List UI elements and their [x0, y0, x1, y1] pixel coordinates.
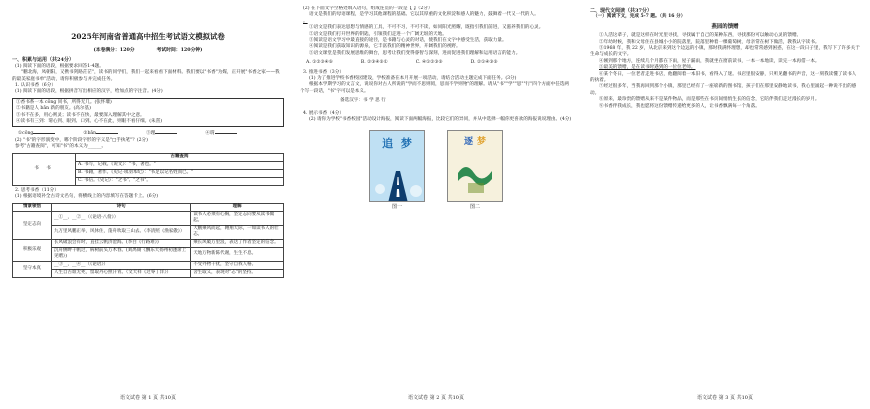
note-cell: 读书人必须有心胸，坚定志向要从读书做起。 — [191, 211, 284, 225]
poster-2-caption: 图二 — [469, 203, 480, 210]
story-paragraph: ④刚到那个地方，连续几个月都在下雨，屋子漏雨，我就坐在窗前读书，一本一本地读，读完一本再借一本。 — [599, 58, 820, 64]
exam-page-2 — [300, 6, 572, 403]
table-header: 诗句 — [52, 203, 191, 211]
question-2b: (2) 在下面文字空格处填入语句，组成连贯的一段是【 】（2分） — [303, 6, 433, 11]
reference-entry: B. 书籍，著作。《史记·项羽本纪》："书足以记名姓而已。" — [76, 169, 284, 177]
poster-1-caption: 图一 — [391, 203, 402, 210]
reference-header: 古籍查阅 — [76, 153, 284, 161]
quote-line: ①香书系一本 cōng 同书，所得无几。(张怀瓘) — [16, 99, 112, 105]
poster-1-wrap — [369, 130, 425, 210]
poem-table — [12, 203, 284, 278]
category-cell: 坚定志向 — [13, 211, 52, 239]
question-1a: (1) 阅读下面的语段，根据拼音写出相应的汉字，给加点的字注音。(4分) — [15, 89, 163, 95]
question-3a: (1) 为了推进学校书香校园建设，学校准备在本月开展一项活动，请结合活动主题完成下面任务。(3分) — [309, 76, 517, 82]
page-footer: 语文试卷 第 3 页 共10页 — [697, 394, 753, 401]
question-3-heading: 3. 推进书香（3分） — [303, 69, 344, 75]
reading-part-heading: （一）阅读下文，完成 5-7 题。（共 16 分） — [593, 14, 686, 20]
quote-box — [12, 98, 284, 128]
poster-1-image — [369, 130, 425, 202]
poster-2-char: 梦 — [477, 136, 487, 147]
note-cell: 大鹏乘风而起，翱翔天际，一如读书人的壮志。 — [191, 225, 284, 239]
exam-page-3 — [590, 6, 860, 403]
quote-line: ②书籍是人 bān 新的朋友。(高尔基) — [16, 106, 91, 112]
story-paragraph: ⑨书香伴我成长，我也愿将这份馈赠传递给更多的人，让书香飘满每一个角落。 — [599, 103, 760, 109]
story-paragraph: ⑧原来，最珍贵的馈赠从来不是某件物品，而是那些在书页间悄悄生长的信念，它陪伴我们走过漫长的岁月。 — [599, 97, 820, 103]
story-title: 燕园的馈赠 — [711, 23, 739, 30]
option-sentence: ⑤语文课堂是我们发展思维的舞台，思考让我们变得睿智与深刻，进而促进我们理解和运用语言的能力。 — [309, 50, 521, 56]
option-sentence: ③阅读是语文学习中最直接的途径，是书籍与心灵的对话，使我们在文字中感受生活，获取力量。 — [309, 38, 507, 44]
story-paragraph: ②年幼时候，我和父母住在县城小小的院落里，院落里种着一棵葡萄树，母亲常在树下做活，教我认字读书。 — [599, 39, 820, 45]
poem-cell[interactable]: __③__，__④__（《论语》） — [52, 261, 191, 269]
story-paragraph: ⑦经过很多年，当我再回到那个小镇，那里已经有了一座崭新的图书馆，孩子们在那里安静地读书，我心里涌起一种说不出的感动。 — [590, 84, 857, 96]
exam-title: 2025年河南省普通高中招生考试语文模拟试卷 — [71, 32, 225, 41]
note-cell: 乘长风破万里浪，表达了作者坚定的信念。 — [191, 239, 284, 247]
exam-time: 考试时间：120分钟) — [156, 47, 203, 53]
reference-entry: A. 书写，记载。《说文》："书，著也。" — [76, 161, 284, 169]
page-footer: 语文试卷 第 2 页 共10页 — [408, 394, 464, 401]
table-header: 理解 — [191, 203, 284, 211]
choice-c[interactable]: C. ④①②③⑤ — [415, 60, 443, 66]
poster-row — [300, 130, 572, 210]
full-score: (本卷满分：120分 — [93, 47, 135, 53]
question-4a: (2) 请你为学校"书香校园"活动设计海报，阅读下面两幅海报，比较它们的异同，并从中选择一幅你更喜欢的海报说说理由。(4分) — [309, 117, 572, 123]
poster-2-title — [448, 136, 502, 147]
section-heading: 二、现代文阅读（共37分） — [590, 8, 652, 14]
reference-entry: C. 书信。《史记》："之书"、"之书"。 — [76, 177, 284, 185]
story-paragraph: ⑥某个冬日，一位老者走进书店，他翻阅着一本旧书，看得入了迷。书店里很安静，只听见翻书的声音，这一刻我读懂了读书人的执着。 — [590, 71, 857, 84]
question-1b: (2) "书"的字形演变中，哪个阶段字形的字义是"□手执笔"？(2分) — [15, 137, 148, 143]
option-sentence: ①语文是我们表达思想与情感的工具，不可不习，不可不读，如同阳光照耀，既指引我们前进，又滋养我们的心灵。 — [309, 25, 544, 31]
question-2b-intro: 语文是我们的母语课程，是学习其他课程的基础。它以其厚重的文化积淀和感人的魅力，鼓舞着一代又一代的人。 — [309, 12, 539, 18]
option-sentence: ②语文是我们打开世界的钥匙，引领我们走进一个广阔无垠的天地。 — [309, 31, 447, 37]
quote-line: ③书不在多，用心则灵；读书不在快，最要深入理解其中之意。 — [16, 112, 145, 118]
exam-meta — [12, 47, 284, 53]
quote-line: ④读书有三到：谓心到、眼到、口到。心不在此，则眼不看仔细。(朱熹) — [16, 119, 162, 125]
poster-1-title: 追 梦 — [382, 136, 412, 150]
category-cell: 坚守本真 — [13, 261, 52, 277]
page-footer: 语文试卷 第 1 页 共10页 — [120, 394, 176, 401]
intro-paragraph: "鹏北海，凤朝阳，又携书剑路茫茫"，读书的同学们，我们一起来看看下面材料。我们要以"书香"为媒，正开展"书香之家——我的最美家庭书单"活动，请你积极参与并完成任务。 — [12, 70, 280, 82]
answer-blank[interactable]: ①cōng — [18, 129, 55, 137]
seal-script-glyphs: 书 书 — [13, 153, 76, 185]
exam-page-1 — [12, 6, 284, 403]
category-cell: 积极乐观 — [13, 239, 52, 261]
story-paragraph-underlined: ⑤最美的馈赠，是在读书时遇到的一位位老师。 — [599, 65, 696, 71]
choice-row — [300, 60, 572, 66]
choice-b[interactable]: B. ②③④⑤① — [360, 60, 388, 66]
answer-blank[interactable]: ④谓 — [205, 129, 236, 137]
answer-line[interactable]: 。 — [303, 18, 308, 24]
story-paragraph: ③1968 年，我 22 岁，从北京来到这个边远的小镇，那时我满怀理想，却也常常感到困惑，在这一段日子里，我写下了许多关于生命与成长的文字。 — [590, 46, 860, 58]
question-4-heading: 4. 展示书香（4分） — [303, 110, 344, 116]
question-2-heading: 2. 思考书香（11分） — [15, 187, 59, 193]
table-header: 情景领悟 — [13, 203, 52, 211]
note-cell: 不受外物干扰，坚守自我人格。 — [191, 261, 284, 269]
question-1-heading: 1. 认识书香（6分） — [15, 83, 56, 89]
glyph-reference-table — [12, 153, 284, 186]
story-paragraph: ①人活这辈子，就是这样在时光里寻找，寻找属于自己的某种东西，寻找那份可以触动心灵的馈赠。 — [599, 33, 802, 39]
option-sentence: ④阅读是我们获取知识的源泉，它丰富我们的精神世界，开阔我们的视野。 — [309, 44, 461, 50]
section-heading: 一、积累与运用（共24分） — [12, 57, 74, 64]
answer-blank[interactable]: ②bān — [83, 129, 118, 137]
question-1b-part2: 参考"古籍查阅"，可知"书"的本义为______。 — [15, 144, 107, 150]
poem-cell: 沉舟侧畔千帆过，病树前头万木春。(刘禹锡《酬乐天扬州初逢席上见赠》) — [52, 247, 191, 261]
blank-answers — [12, 129, 284, 137]
poem-cell: 九万里风鹏正举，风休住，蓬舟吹取三山去。（李清照《渔家傲》） — [52, 225, 191, 239]
poem-cell[interactable]: __①__，__②__（《论语·八佾》） — [52, 211, 191, 225]
poster-2-image — [447, 130, 503, 202]
poem-cell: 长风破浪会有时，直挂云帆济沧海。(李白《行路难》) — [52, 239, 191, 247]
question-2a: (1) 根据语境补全古诗文名句，将横线上的内容填写在答题卡上。(6分) — [15, 194, 159, 200]
note-cell: 天地万物新陈代谢，生生不息。 — [191, 247, 284, 261]
note-cell: 舍生取义，表现对"志"的坚持。 — [191, 269, 284, 277]
poem-cell: 人生自古谁无死，留取丹心照汗青。（文天祥《过零丁洋》） — [52, 269, 191, 277]
candidate-characters: 备选汉字：书 学 思 行 — [340, 98, 386, 104]
answer-blank[interactable]: ③理 — [146, 129, 177, 137]
choice-d[interactable]: D. ②①④③⑤ — [470, 60, 498, 66]
section-instructions: (1) 阅读下面的语段，根据要求回答1-4题。 — [15, 63, 104, 69]
choice-a[interactable]: A. ①②③④⑤ — [306, 60, 333, 66]
question-3-paragraph: 根据本学期学习的文言文，说说你对古人所说的"学而不思则罔，思而不学则殆"的理解。请从"书""学""思""行"四个方面中任选两个写一段话，"书"字可以是本义。 — [300, 82, 570, 94]
poster-2-char: 逐 — [463, 136, 473, 147]
poster-2-wrap — [447, 130, 503, 210]
